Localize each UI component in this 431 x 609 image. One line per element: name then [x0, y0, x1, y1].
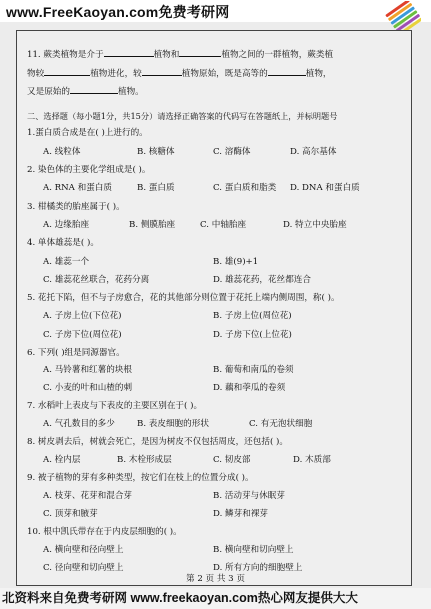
- option-a: A. 横向壁和径向壁上: [43, 545, 124, 555]
- option-d: D. 子房下位(上位花): [213, 330, 292, 340]
- section-heading: 二、选择题（每小题1分，共15分）请选择正确答案的代码写在答题纸上，并标明题号: [27, 111, 338, 121]
- q11-text: 11. 蕨类植物是介于: [27, 50, 104, 60]
- option-c: C. 子房下位(周位花): [43, 330, 122, 340]
- option-b: B. 雄(9)+1: [213, 257, 259, 267]
- option-d: D. DNA 和蛋白质: [290, 183, 360, 193]
- option-d: D. 藕和荸瓜的卷须: [213, 383, 286, 393]
- q11-text: 植物进化，较: [90, 69, 142, 79]
- site-url[interactable]: www.FreeKaoyan.com免费考研网: [6, 4, 230, 20]
- option-a: A. 线粒体: [43, 147, 81, 157]
- option-d: D. 高尔基体: [290, 147, 337, 157]
- option-d: D. 鳞芽和裸芽: [213, 509, 269, 519]
- option-d: D. 雄蕊花药，花丝都连合: [213, 275, 311, 285]
- option-b: B. 表皮细胞的形状: [137, 419, 209, 429]
- option-b: B. 木栓形成层: [117, 455, 172, 465]
- question-stem: 3. 柑橘类的胎座属于( )。: [27, 202, 125, 212]
- option-b: B. 活动芽与休眠芽: [213, 491, 285, 501]
- q11-line-1: [27, 48, 333, 61]
- option-c: C. 顶芽和腋芽: [43, 509, 98, 519]
- option-a: A. 雄蕊一个: [43, 257, 90, 267]
- option-b: B. 侧膜胎座: [129, 220, 176, 230]
- answer-blank: [268, 67, 306, 76]
- question-stem: 9. 被子植物的芽有多种类型，按它们在枝上的位置分成( )。: [27, 473, 254, 483]
- option-c: C. 小麦的叶和山楂的刺: [43, 383, 133, 393]
- option-c: C. 蛋白质和脂类: [213, 183, 277, 193]
- q11-text: 植物和: [153, 50, 180, 60]
- question-stem: 4. 单体雄蕊是( )。: [27, 238, 99, 248]
- colorful-stripes-logo: [385, 1, 421, 31]
- option-c: C. 有无泡状细胞: [249, 419, 313, 429]
- question-stem: 10. 根中凯氏带存在于内皮层细胞的( )。: [27, 527, 182, 537]
- q11-text: 植物之间的一群植物，蕨类植: [221, 50, 334, 60]
- page-number: 第 2 页 共 3 页: [186, 574, 245, 584]
- question-stem: 8. 树皮剥去后，树就会死亡，是因为树皮不仅包括周皮，还包括( )。: [27, 437, 288, 447]
- question-stem: 5. 花托下陷，但不与子房愈合，花的其他部分则位置于花托上端内侧周围，称( )。: [27, 293, 340, 303]
- site-header: [0, 0, 431, 22]
- question-stem: 1.蛋白质合成是在( )上进行的。: [27, 128, 148, 138]
- answer-blank: [104, 48, 154, 57]
- option-c: C. 中轴胎座: [200, 220, 247, 230]
- q11-text: 植物原始，既是高等的: [181, 69, 268, 79]
- option-c: C. 韧皮部: [213, 455, 251, 465]
- option-c: C. 溶酶体: [213, 147, 251, 157]
- question-stem: 7. 水稻叶上表皮与下表皮的主要区别在于( )。: [27, 401, 203, 411]
- answer-blank: [179, 48, 221, 57]
- exam-paper: [16, 30, 412, 586]
- q11-line-3: [27, 85, 144, 98]
- option-a: A. RNA 和蛋白质: [43, 183, 112, 193]
- option-b: B. 蛋白质: [137, 183, 175, 193]
- option-c: C. 雄蕊花丝联合，花药分离: [43, 275, 150, 285]
- option-c: C. 径向壁和切向壁上: [43, 563, 124, 573]
- question-stem: 6. 下列( )组是同源器官。: [27, 348, 125, 358]
- option-b: B. 核糖体: [137, 147, 175, 157]
- option-d: D. 木质部: [293, 455, 331, 465]
- option-d: D. 所有方向的细胞壁上: [213, 563, 303, 573]
- option-a: A. 子房上位(下位花): [43, 311, 122, 321]
- option-a: A. 边缘胎座: [43, 220, 90, 230]
- answer-blank: [70, 85, 118, 94]
- answer-blank: [44, 67, 90, 76]
- question-stem: 2. 染色体的主要化学组成是( )。: [27, 165, 151, 175]
- option-d: D. 特立中央胎座: [283, 220, 347, 230]
- option-b: B. 横向壁和切向壁上: [213, 545, 294, 555]
- q11-text: 物较: [27, 69, 45, 79]
- option-b: B. 葡萄和南瓜的卷须: [213, 365, 294, 375]
- answer-blank: [142, 67, 182, 76]
- q11-text: 植物。: [117, 87, 144, 97]
- option-a: A. 枝芽、花芽和混合芽: [43, 491, 133, 501]
- option-b: B. 子房上位(周位花): [213, 311, 292, 321]
- q11-text: 又是原始的: [27, 87, 70, 97]
- option-a: A. 栓内层: [43, 455, 81, 465]
- option-a: A. 马铃薯和红薯的块根: [43, 365, 133, 375]
- q11-text: 植物，: [305, 69, 332, 79]
- option-a: A. 气孔数目的多少: [43, 419, 115, 429]
- bottom-banner[interactable]: 北资料来自免费考研网 www.freekaoyan.com热心网友提供大大: [0, 588, 431, 609]
- q11-line-2: [27, 67, 332, 80]
